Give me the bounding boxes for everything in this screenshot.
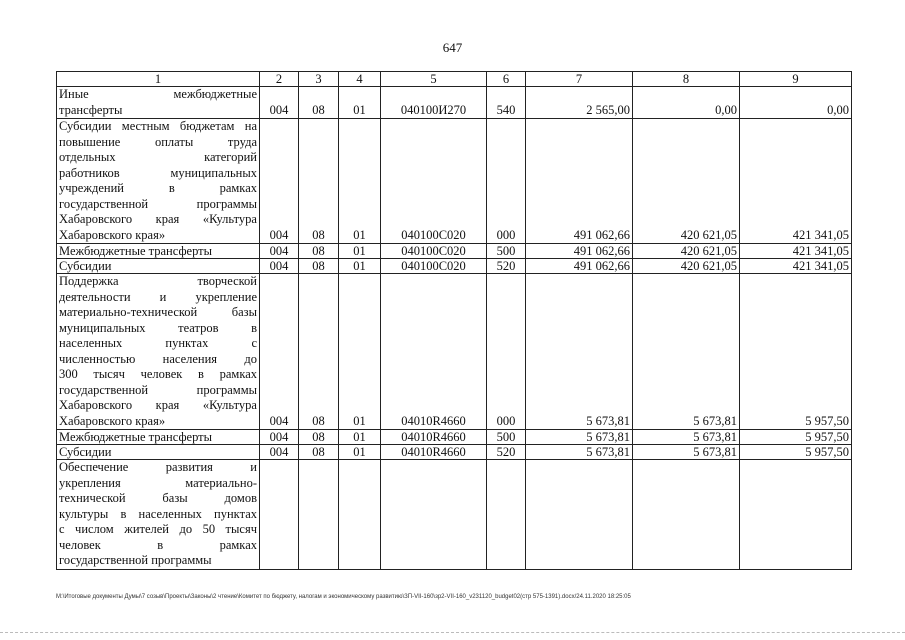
cell-subsection-code: 01 (339, 430, 381, 445)
cell-item-name (57, 460, 260, 570)
column-header: 5 (381, 72, 487, 87)
item-name-line: Хабаровского края «Культура (59, 212, 257, 226)
cell-section-code: 08 (299, 119, 339, 244)
table-header-row (57, 72, 852, 87)
cell-item-name (57, 244, 260, 259)
item-name-line: Субсидии (59, 445, 112, 459)
cell-expense-type (487, 460, 526, 570)
cell-amount-year1: 491 062,66 (526, 119, 633, 244)
cell-amount-year2: 5 673,81 (633, 274, 740, 430)
item-name-line: материально-технической базы (59, 305, 257, 319)
cell-section-code: 08 (299, 430, 339, 445)
item-name-line: государственной программы (59, 382, 257, 397)
cell-amount-year3 (740, 460, 852, 570)
item-name-line: работников муниципальных (59, 165, 257, 180)
item-name-line: культуры в населенных пунктах (59, 506, 257, 521)
cell-item-name (57, 119, 260, 244)
cell-ministry-code: 004 (260, 259, 299, 274)
column-header: 9 (740, 72, 852, 87)
cell-amount-year2: 420 621,05 (633, 119, 740, 244)
column-header: 4 (339, 72, 381, 87)
cell-section-code: 08 (299, 259, 339, 274)
column-header: 2 (260, 72, 299, 87)
table-row (57, 460, 852, 570)
cell-ministry-code: 004 (260, 119, 299, 244)
cell-amount-year1: 2 565,00 (526, 87, 633, 119)
cell-expense-type: 520 (487, 259, 526, 274)
cell-item-name (57, 259, 260, 274)
cell-subsection-code: 01 (339, 445, 381, 460)
cell-subsection-code: 01 (339, 259, 381, 274)
cell-ministry-code: 004 (260, 445, 299, 460)
table-row (57, 430, 852, 445)
cell-item-name (57, 445, 260, 460)
cell-expense-type: 500 (487, 244, 526, 259)
cell-ministry-code: 004 (260, 87, 299, 119)
table-row (57, 274, 852, 430)
column-header: 6 (487, 72, 526, 87)
cell-amount-year3: 0,00 (740, 87, 852, 119)
item-name-line: муниципальных театров в (59, 320, 257, 335)
cell-amount-year3: 421 341,05 (740, 244, 852, 259)
item-name-line: повышение оплаты труда (59, 134, 257, 149)
cell-amount-year1: 491 062,66 (526, 259, 633, 274)
cell-subsection-code: 01 (339, 119, 381, 244)
cell-ministry-code: 004 (260, 274, 299, 430)
cell-section-code: 08 (299, 87, 339, 119)
cell-target-article: 040100С020 (381, 244, 487, 259)
cell-item-name (57, 430, 260, 445)
item-name-line: Иные межбюджетные (59, 87, 257, 101)
item-name-line: отдельных категорий (59, 150, 257, 164)
cell-target-article (381, 460, 487, 570)
cell-amount-year1: 5 673,81 (526, 430, 633, 445)
cell-amount-year3: 5 957,50 (740, 445, 852, 460)
cell-target-article: 040100С020 (381, 119, 487, 244)
cell-expense-type: 000 (487, 274, 526, 430)
cell-subsection-code: 01 (339, 244, 381, 259)
item-name-line: Субсидии местным бюджетам на (59, 119, 257, 133)
item-name-line: государственной программы (59, 196, 257, 211)
cell-target-article: 04010R4660 (381, 445, 487, 460)
cell-item-name (57, 274, 260, 430)
page-bottom-divider (0, 632, 905, 633)
item-name-line: трансферты (59, 102, 123, 117)
column-header: 8 (633, 72, 740, 87)
cell-section-code: 08 (299, 274, 339, 430)
cell-item-name (57, 87, 260, 119)
cell-amount-year1: 5 673,81 (526, 445, 633, 460)
cell-amount-year3: 5 957,50 (740, 430, 852, 445)
table-row (57, 244, 852, 259)
cell-amount-year2 (633, 460, 740, 570)
item-name-line: Хабаровского края» (59, 413, 166, 428)
cell-target-article: 04010R4660 (381, 274, 487, 430)
item-name-line: населенных пунктах с (59, 336, 257, 350)
cell-subsection-code (339, 460, 381, 570)
document-file-path: M:\Итоговые документы Думы\7 созыв\Проекты\Законы\2 чтение\Комитет по бюджету, налогам и экономическому развитию\ЗП-VII-160\зр2-VII-160_v231120_budget02(стр 575-1391).docx/24.11.2020 18:25:05 (56, 594, 631, 600)
cell-section-code (299, 460, 339, 570)
item-name-line: Поддержка творческой (59, 274, 257, 288)
cell-ministry-code: 004 (260, 244, 299, 259)
cell-amount-year1: 491 062,66 (526, 244, 633, 259)
item-name-line: Обеспечение развития и (59, 460, 257, 474)
table-row (57, 445, 852, 460)
item-name-line: 300 тысяч человек в рамках (59, 367, 257, 381)
item-name-line: учреждений в рамках (59, 181, 257, 195)
cell-expense-type: 000 (487, 119, 526, 244)
item-name-line: Межбюджетные трансферты (59, 244, 213, 258)
item-name-line: численностью населения до (59, 351, 257, 366)
column-header: 7 (526, 72, 633, 87)
item-name-line: деятельности и укрепление (59, 289, 257, 304)
item-name-line: Межбюджетные трансферты (59, 430, 213, 444)
cell-expense-type: 520 (487, 445, 526, 460)
column-header: 1 (57, 72, 260, 87)
cell-expense-type: 500 (487, 430, 526, 445)
cell-subsection-code: 01 (339, 87, 381, 119)
table-row (57, 119, 852, 244)
cell-amount-year2: 0,00 (633, 87, 740, 119)
cell-amount-year2: 420 621,05 (633, 244, 740, 259)
cell-ministry-code (260, 460, 299, 570)
item-name-line: Субсидии (59, 259, 112, 273)
item-name-line: государственной программы (59, 553, 212, 567)
cell-amount-year2: 420 621,05 (633, 259, 740, 274)
cell-amount-year3: 421 341,05 (740, 259, 852, 274)
page-number: 647 (442, 40, 463, 55)
item-name-line: Хабаровского края «Культура (59, 398, 257, 412)
cell-target-article: 040100И270 (381, 87, 487, 119)
cell-target-article: 04010R4660 (381, 430, 487, 445)
column-header: 3 (299, 72, 339, 87)
item-name-line: технической базы домов (59, 491, 257, 505)
item-name-line: укрепления материально- (59, 475, 257, 490)
budget-table (56, 71, 852, 570)
cell-section-code: 08 (299, 445, 339, 460)
cell-amount-year2: 5 673,81 (633, 430, 740, 445)
cell-amount-year1 (526, 460, 633, 570)
cell-section-code: 08 (299, 244, 339, 259)
cell-subsection-code: 01 (339, 274, 381, 430)
table-row (57, 87, 852, 119)
cell-amount-year3: 421 341,05 (740, 119, 852, 244)
item-name-line: человек в рамках (59, 537, 257, 552)
cell-target-article: 040100С020 (381, 259, 487, 274)
cell-amount-year1: 5 673,81 (526, 274, 633, 430)
cell-expense-type: 540 (487, 87, 526, 119)
cell-amount-year2: 5 673,81 (633, 445, 740, 460)
cell-amount-year3: 5 957,50 (740, 274, 852, 430)
item-name-line: Хабаровского края» (59, 227, 166, 242)
cell-ministry-code: 004 (260, 430, 299, 445)
table-row (57, 259, 852, 274)
item-name-line: с числом жителей до 50 тысяч (59, 522, 257, 536)
